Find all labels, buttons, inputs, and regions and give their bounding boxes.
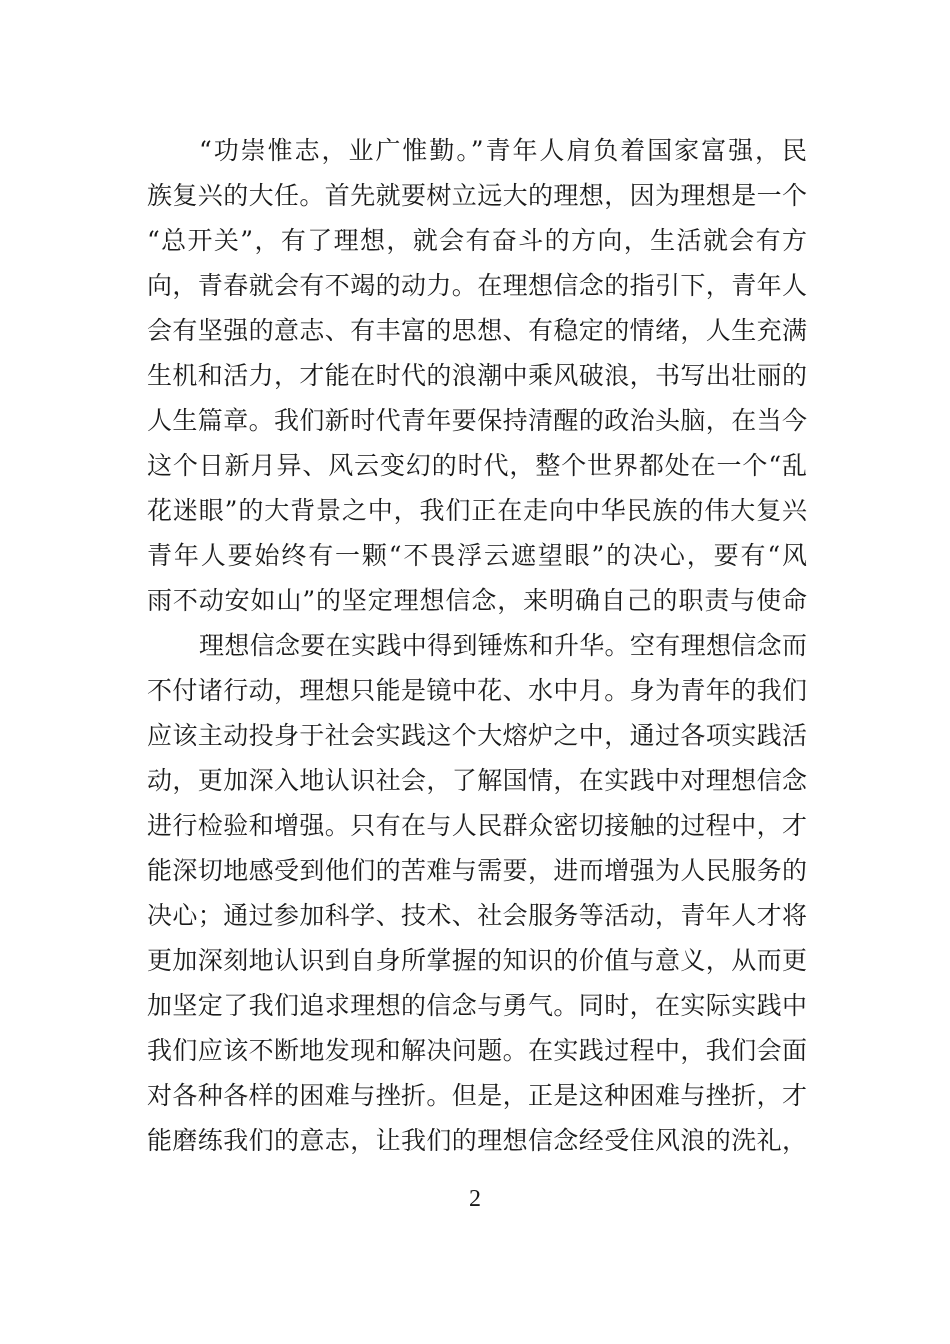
paragraph-2-line-8: 更加深刻地认识到自身所掌握的知识的价值与意义，从而更 — [147, 946, 807, 975]
paragraph-2-line-5: 进行检验和增强。只有在与人民群众密切接触的过程中，才 — [147, 811, 807, 840]
paragraph-1-line-7: 人生篇章。我们新时代青年要保持清醒的政治头脑，在当今 — [147, 406, 807, 435]
paragraph-2-line-11: 对各种各样的困难与挫折。但是，正是这种困难与挫折，才 — [147, 1081, 807, 1110]
paragraph-2-line-2: 不付诸行动，理想只能是镜中花、水中月。身为青年的我们 — [147, 676, 807, 705]
paragraph-2-line-6: 能深切地感受到他们的苦难与需要，进而增强为人民服务的 — [147, 856, 807, 885]
paragraph-1-line-2: 族复兴的大任。首先就要树立远大的理想，因为理想是一个 — [147, 181, 807, 210]
paragraph-2-line-3: 应该主动投身于社会实践这个大熔炉之中，通过各项实践活 — [147, 721, 807, 750]
paragraph-2-line-9: 加坚定了我们追求理想的信念与勇气。同时，在实际实践中 — [147, 991, 807, 1020]
paragraph-1-line-3: “总开关”，有了理想，就会有奋斗的方向，生活就会有方 — [147, 226, 807, 255]
paragraph-1-line-11: 雨不动安如山”的坚定理想信念，来明确自己的职责与使命 — [147, 586, 807, 615]
paragraph-1-line-4: 向，青春就会有不竭的动力。在理想信念的指引下，青年人 — [147, 271, 807, 300]
body-text — [147, 128, 807, 1163]
paragraph-2-line-4: 动，更加深入地认识社会，了解国情，在实践中对理想信念 — [147, 766, 807, 795]
page-number: 2 — [469, 1186, 481, 1212]
paragraph-2-line-10: 我们应该不断地发现和解决问题。在实践过程中，我们会面 — [147, 1036, 807, 1065]
paragraph-1-line-10: 青年人要始终有一颗“不畏浮云遮望眼”的决心，要有“风 — [147, 541, 807, 570]
paragraph-1-line-6: 生机和活力，才能在时代的浪潮中乘风破浪，书写出壮丽的 — [147, 361, 807, 390]
paragraph-1-line-8: 这个日新月异、风云变幻的时代，整个世界都处在一个“乱 — [147, 451, 807, 480]
paragraph-1-line-5: 会有坚强的意志、有丰富的思想、有稳定的情绪，人生充满 — [147, 316, 807, 345]
paragraph-2-line-12: 能磨练我们的意志，让我们的理想信念经受住风浪的洗礼， — [147, 1126, 807, 1155]
paragraph-2-line-1: 理想信念要在实践中得到锤炼和升华。空有理想信念而 — [199, 631, 807, 660]
paragraph-2-line-7: 决心；通过参加科学、技术、社会服务等活动，青年人才将 — [147, 901, 807, 930]
paragraph-1-line-1: “功崇惟志，业广惟勤。”青年人肩负着国家富强，民 — [199, 136, 807, 165]
paragraph-1-line-9: 花迷眼”的大背景之中，我们正在走向中华民族的伟大复兴 — [147, 496, 807, 525]
